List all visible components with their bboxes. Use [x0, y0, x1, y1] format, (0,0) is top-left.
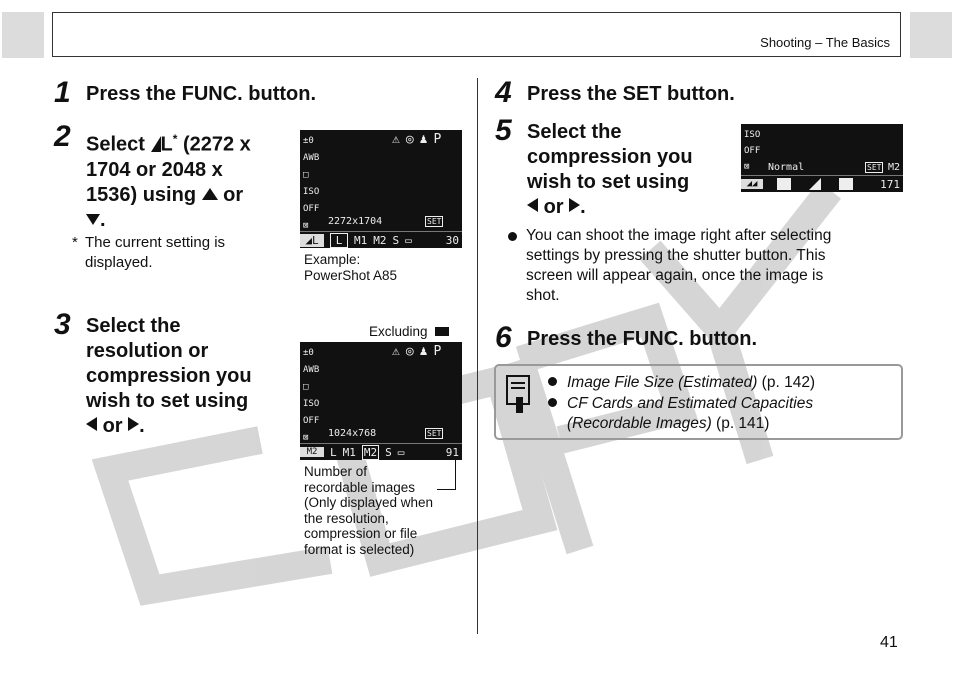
iso-icon: ISO	[303, 399, 320, 409]
eye-icon: ◎	[405, 344, 420, 359]
step-2-select: Select	[86, 133, 145, 156]
note-line-2: displayed.	[85, 254, 153, 271]
step-2-period: .	[100, 208, 106, 231]
step-6-number: 6	[495, 321, 512, 354]
metering-icon: ⊠	[744, 162, 750, 172]
drive-mode-icon: □	[303, 170, 309, 180]
size-s-option: S	[392, 233, 400, 247]
excluding-caption	[369, 324, 449, 340]
reference-item-2-title: CF Cards and Estimated Capacities	[567, 395, 814, 412]
step-5-line-3: wish to set using	[527, 171, 690, 193]
step-5-or: or	[543, 196, 564, 218]
reference-item-2-title-2: (Recordable Images)	[567, 415, 712, 432]
set-icon: SET	[427, 217, 442, 226]
iso-icon: ISO	[303, 187, 320, 197]
flash-off-icon: OFF	[744, 146, 761, 156]
page-number: 41	[880, 634, 898, 651]
step-2-text-a: (2272 x	[182, 133, 251, 156]
column-divider	[477, 78, 478, 634]
up-arrow-icon	[202, 188, 218, 200]
shots-remaining: 91	[445, 445, 459, 459]
step-2-note	[72, 233, 226, 271]
step-5-text	[527, 120, 693, 220]
step-3-or: or	[102, 415, 123, 437]
size-m1-option: M1	[354, 233, 368, 247]
program-mode-icon: P	[433, 132, 448, 147]
step-3-line-2: resolution or	[86, 340, 209, 362]
program-mode-icon: P	[433, 344, 448, 359]
flash-off-icon: OFF	[303, 416, 320, 426]
movie-camera-icon	[435, 327, 449, 336]
excluding-text: Excluding	[369, 324, 428, 339]
size-readout: M2	[888, 162, 901, 173]
step-4-text: Press the SET button.	[527, 83, 735, 105]
step-3-line-3: compression you	[86, 365, 252, 387]
step-5-bullet	[508, 226, 893, 306]
eye-icon: ◎	[405, 132, 420, 147]
callout-line	[455, 458, 456, 490]
bullet-line-3: screen will appear again, once the image is	[526, 267, 824, 284]
postcard-icon: ▭	[397, 445, 405, 459]
white-balance-icon: AWB	[303, 365, 320, 375]
bullet-line-1: You can shoot the image right after selecting	[526, 227, 832, 244]
step-6-text: Press the FUNC. button.	[527, 328, 758, 350]
iso-icon: ISO	[744, 130, 761, 140]
bullet-dot	[548, 398, 557, 407]
shots-remaining: 171	[880, 177, 900, 191]
person-icon: ♟	[419, 132, 434, 147]
warning-icon: ⚠	[392, 132, 406, 147]
superfine-icon	[777, 178, 791, 190]
quality-readout: Normal	[768, 162, 805, 173]
lcd-screen-example	[300, 130, 462, 248]
size-m1-option: M1	[342, 445, 356, 459]
reference-box	[494, 364, 903, 440]
reference-item-1-title: Image File Size (Estimated)	[567, 374, 758, 391]
reference-item-2-page: (p. 141)	[711, 415, 770, 432]
shots-remaining: 30	[445, 233, 459, 247]
step-3-line-1: Select the	[86, 315, 181, 337]
postcard-icon: ▭	[405, 233, 412, 247]
recordable-line-4: the resolution,	[304, 510, 389, 526]
right-tab	[910, 12, 952, 58]
bullet-line-4: shot.	[526, 287, 560, 304]
exposure-icon: ±0	[303, 348, 314, 358]
bullet-line-2: settings by pressing the shutter button. This	[526, 247, 826, 264]
step-5-line-2: compression you	[527, 146, 693, 168]
note-star: *	[72, 234, 78, 251]
drive-mode-icon: □	[303, 382, 309, 392]
step-3-text	[86, 314, 252, 439]
step-2-star: *	[172, 132, 178, 146]
step-2-text-c: 1536) using	[86, 183, 197, 206]
lcd-screen-resolution	[300, 342, 462, 460]
person-icon: ♟	[419, 344, 434, 359]
left-tab	[2, 12, 44, 58]
recordable-line-3: (Only displayed when	[304, 495, 434, 510]
warning-icon: ⚠	[392, 344, 406, 359]
set-icon: SET	[427, 429, 442, 438]
recordable-line-2: recordable images	[304, 479, 416, 495]
bullet-dot	[508, 232, 517, 241]
reference-item-1-page: (p. 142)	[757, 374, 816, 391]
size-l-option: L	[330, 233, 348, 248]
left-arrow-icon	[527, 198, 538, 212]
recordable-line-5: compression or file	[304, 526, 418, 541]
set-icon: SET	[867, 163, 882, 172]
left-arrow-icon	[86, 417, 97, 431]
resolution-readout: 1024x768	[328, 428, 377, 439]
right-arrow-icon	[128, 417, 139, 431]
normal-icon	[839, 178, 853, 190]
example-caption-2: PowerShot A85	[304, 267, 398, 283]
size-m2-option: M2	[363, 445, 378, 459]
recordable-caption	[304, 464, 433, 557]
right-arrow-icon	[569, 198, 580, 212]
step-2-or: or	[223, 183, 244, 206]
lcd-screen-compression	[741, 124, 903, 192]
recordable-line-6: format is selected)	[304, 541, 415, 557]
compression-selected-icon: ◢◢	[741, 179, 763, 189]
callout-line-horizontal	[437, 489, 456, 490]
step-5-number: 5	[495, 114, 512, 147]
exposure-icon: ±0	[303, 136, 314, 146]
reference-item-1[interactable]	[548, 373, 815, 393]
bullet-dot	[548, 377, 557, 386]
fine-icon	[809, 178, 821, 190]
reference-book-icon	[506, 375, 530, 405]
size-l-option: L	[330, 445, 337, 459]
size-selected-icon: M2	[300, 447, 324, 457]
down-arrow-icon	[86, 214, 100, 225]
resolution-readout: 2272x1704	[328, 216, 383, 227]
page-header	[52, 12, 901, 57]
step-1-number: 1	[54, 76, 71, 109]
note-line-1: The current setting is	[85, 234, 226, 251]
flash-off-icon: OFF	[303, 204, 320, 214]
step-4-number: 4	[495, 76, 512, 109]
step-3-line-4: wish to set using	[86, 390, 249, 412]
step-2-number: 2	[54, 120, 71, 153]
step-3-period: .	[139, 415, 145, 437]
metering-icon: ⊠	[303, 221, 309, 231]
reference-item-2[interactable]	[548, 394, 813, 414]
step-2-size-label: L	[160, 133, 173, 156]
step-5-line-1: Select the	[527, 121, 622, 143]
white-balance-icon: AWB	[303, 153, 320, 163]
step-1-text: Press the FUNC. button.	[86, 83, 317, 105]
reference-item-2-cont[interactable]	[567, 414, 769, 434]
section-title: Shooting – The Basics	[760, 35, 890, 50]
size-large-icon	[151, 136, 161, 152]
step-2-text-b: 1704 or 2048 x	[86, 158, 223, 181]
size-m2-option: M2	[373, 233, 387, 247]
metering-icon: ⊠	[303, 433, 309, 443]
step-3-number: 3	[54, 308, 71, 341]
example-caption-1: Example:	[304, 252, 361, 267]
size-selected-icon: ◢L	[300, 234, 324, 247]
size-s-option: S	[385, 445, 392, 459]
step-2-text	[86, 127, 251, 233]
step-5-period: .	[580, 196, 586, 218]
recordable-line-1: Number of	[304, 464, 368, 479]
example-caption	[304, 252, 397, 283]
